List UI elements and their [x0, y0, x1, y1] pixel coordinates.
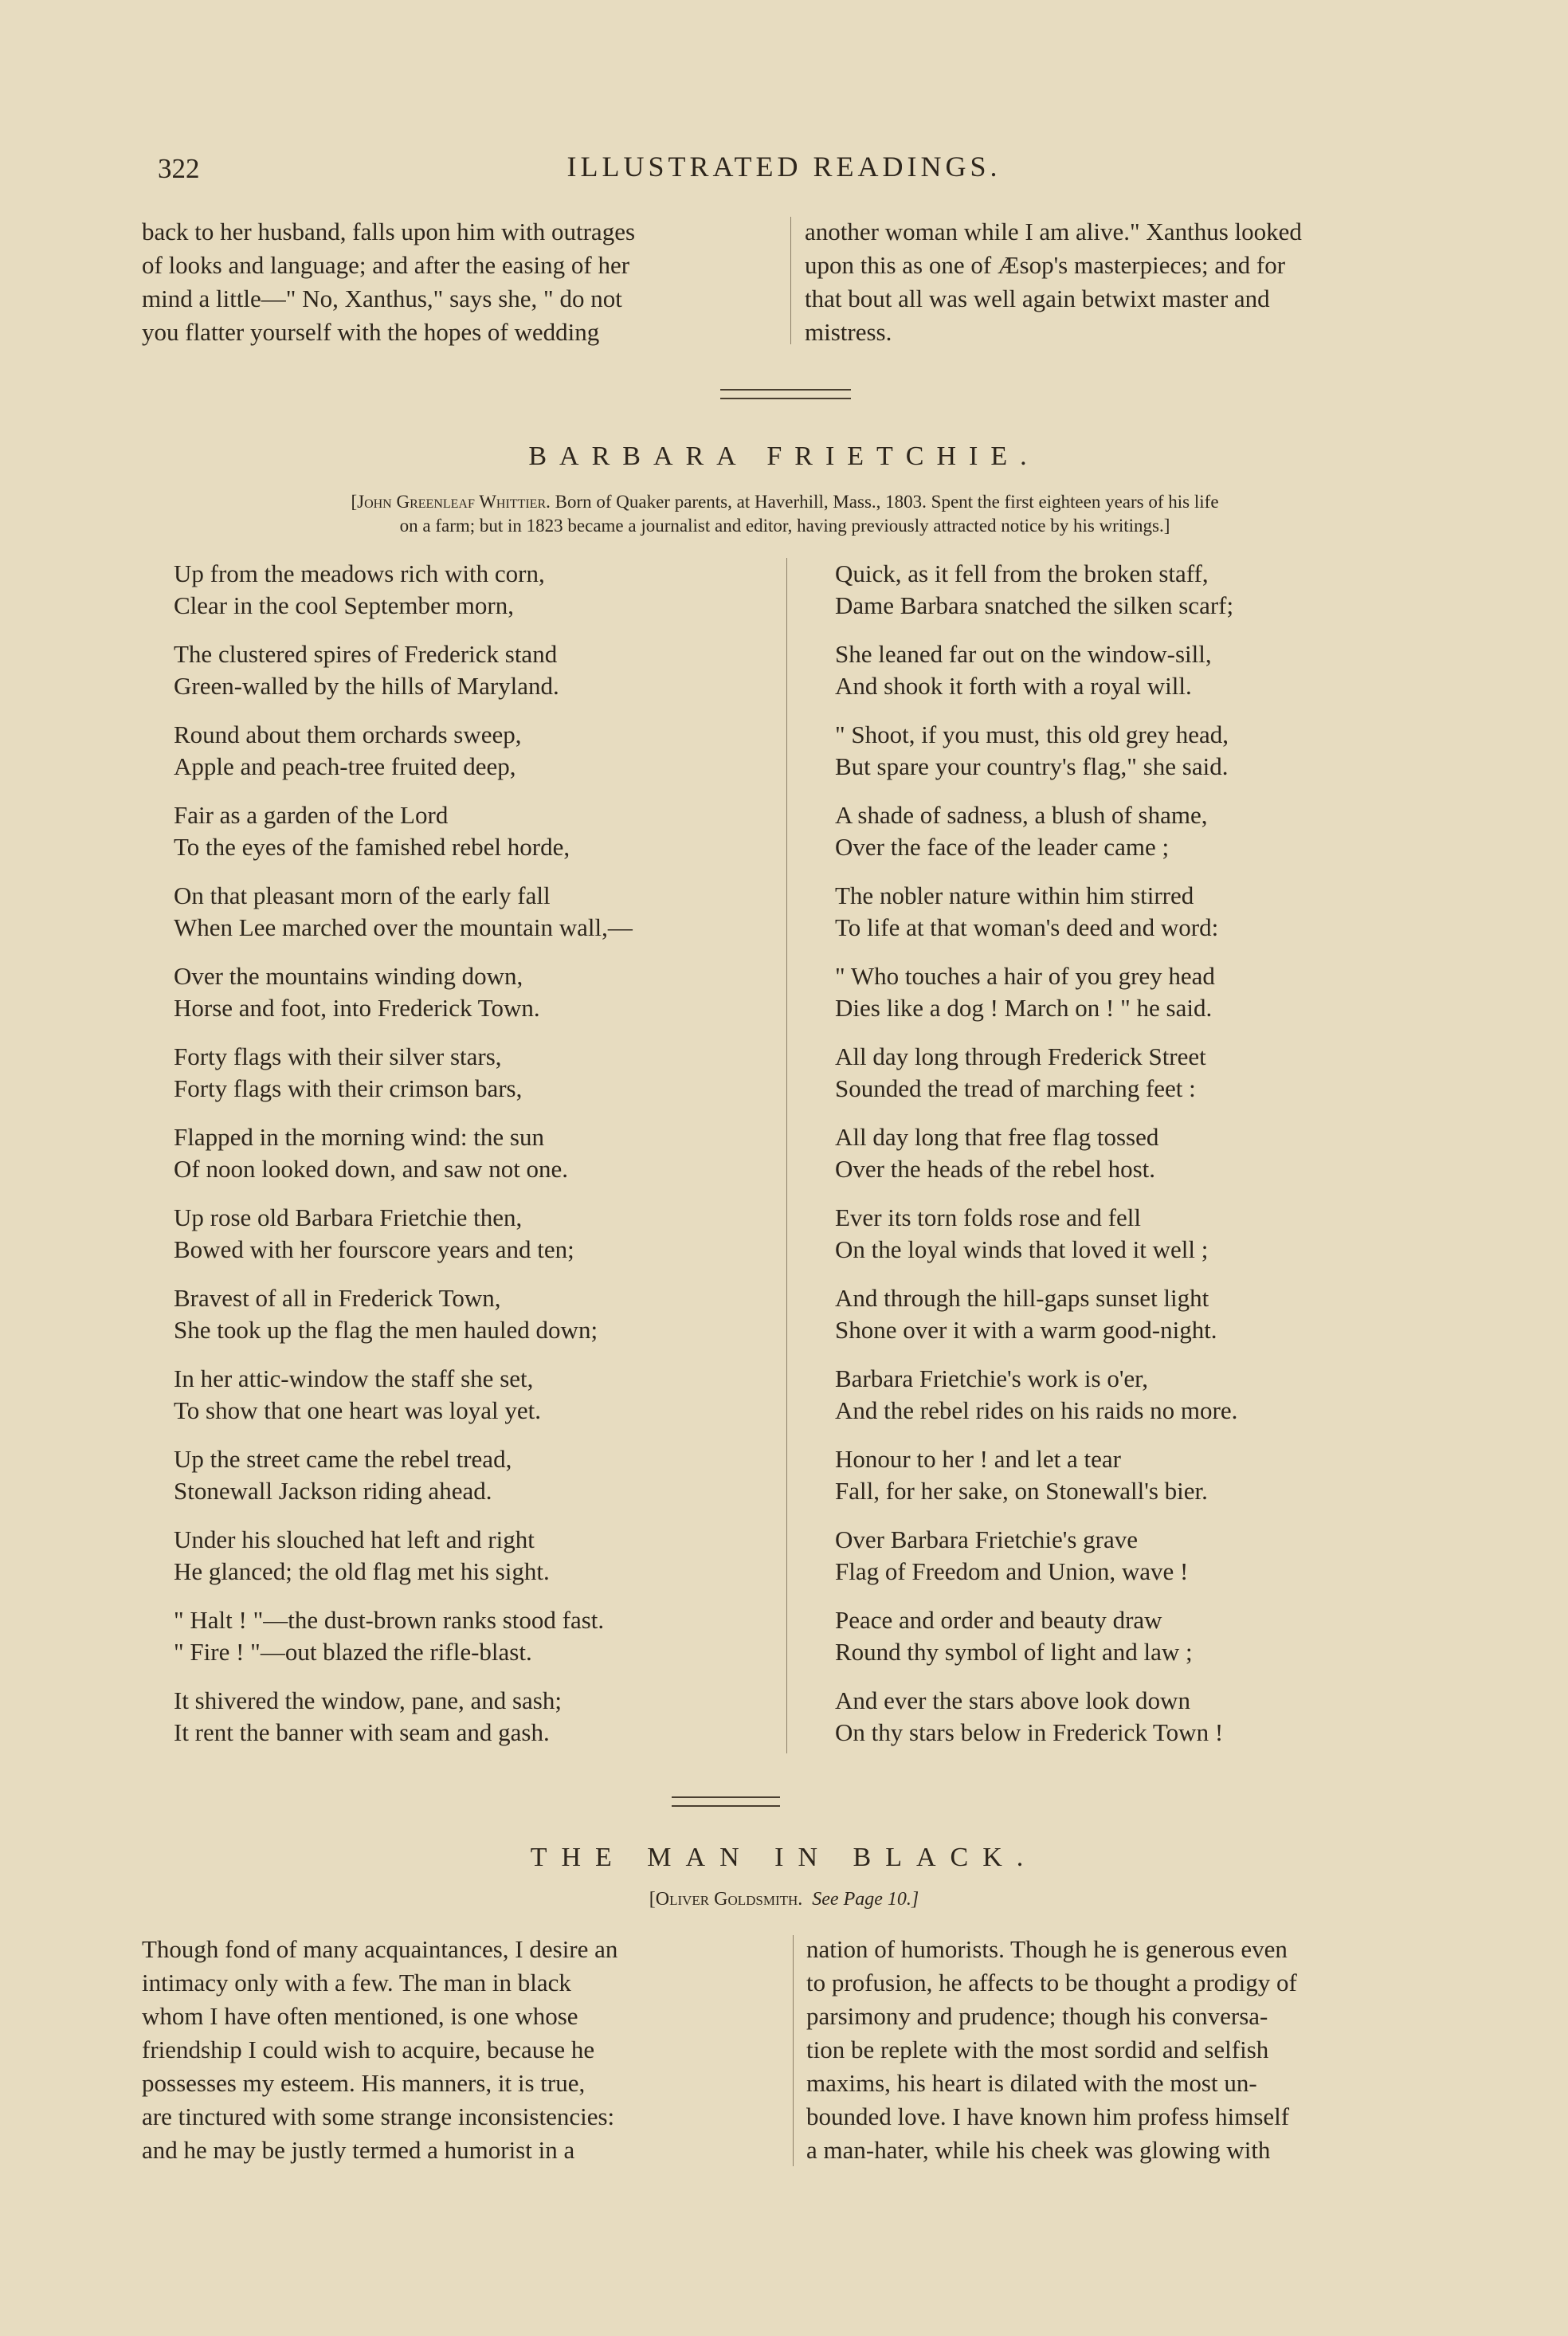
- verse-line: Ever its torn folds rose and fell: [835, 1203, 1141, 1231]
- verse-line: Clear in the cool September morn,: [174, 591, 514, 619]
- text-line: nation of humorists. Though he is generous even: [806, 1935, 1288, 1963]
- stanza: [835, 1282, 1441, 1346]
- poem-left-column: [174, 558, 779, 1765]
- column-rule: [793, 1935, 794, 2166]
- verse-line: Dies like a dog ! March on ! " he said.: [835, 994, 1213, 1022]
- text-line: that bout all was well again betwixt master and: [805, 285, 1270, 312]
- verse-line: " Who touches a hair of you grey head: [835, 962, 1215, 990]
- stanza: [174, 1041, 779, 1105]
- verse-line: In her attic-window the staff she set,: [174, 1364, 534, 1392]
- verse-line: Over the heads of the rebel host.: [835, 1155, 1156, 1183]
- verse-line: It shivered the window, pane, and sash;: [174, 1686, 562, 1714]
- essay-title: THE MAN IN BLACK.: [530, 1843, 1038, 1872]
- text-line: mistress.: [805, 318, 892, 346]
- author-note-text: Born of Quaker parents, at Haverhill, Mass., 1803. Spent the first eighteen years of his life: [555, 492, 1219, 512]
- verse-line: The clustered spires of Frederick stand: [174, 640, 558, 668]
- verse-line: " Fire ! "—out blazed the rifle-blast.: [174, 1638, 532, 1666]
- stanza: [174, 880, 779, 944]
- stanza: [174, 638, 779, 702]
- text-line: and he may be justly termed a humorist in a: [142, 2136, 575, 2164]
- verse-line: Dame Barbara snatched the silken scarf;: [835, 591, 1234, 619]
- verse-line: It rent the banner with seam and gash.: [174, 1718, 550, 1746]
- verse-line: Quick, as it fell from the broken staff,: [835, 559, 1209, 587]
- verse-line: Horse and foot, into Frederick Town.: [174, 994, 540, 1022]
- author-note-text: on a farm; but in 1823 became a journalist and editor, having previously attracted notice by his writings.]: [399, 516, 1170, 536]
- source-author: Oliver Goldsmith.: [655, 1889, 803, 1910]
- stanza: [174, 799, 779, 863]
- stanza: [835, 638, 1441, 702]
- source-ref: See Page 10.]: [812, 1889, 919, 1910]
- text-line: mind a little—" No, Xanthus," says she, " do not: [142, 285, 622, 312]
- verse-line: Flag of Freedom and Union, wave !: [835, 1557, 1189, 1585]
- verse-line: A shade of sadness, a blush of shame,: [835, 801, 1208, 829]
- verse-line: Bowed with her fourscore years and ten;: [174, 1235, 574, 1263]
- column-rule: [790, 217, 791, 344]
- text-line: friendship I could wish to acquire, because he: [142, 2036, 595, 2063]
- verse-line: And through the hill-gaps sunset light: [835, 1284, 1209, 1312]
- verse-line: She took up the flag the men hauled down;: [174, 1316, 598, 1344]
- stanza: [835, 1121, 1441, 1185]
- verse-line: " Halt ! "—the dust-brown ranks stood fast.: [174, 1606, 605, 1634]
- verse-line: Over the face of the leader came ;: [835, 833, 1170, 861]
- verse-line: On the loyal winds that loved it well ;: [835, 1235, 1209, 1263]
- verse-line: Up rose old Barbara Frietchie then,: [174, 1203, 523, 1231]
- verse-line: To life at that woman's deed and word:: [835, 913, 1219, 941]
- verse-line: Fair as a garden of the Lord: [174, 801, 449, 829]
- verse-line: All day long that free flag tossed: [835, 1123, 1159, 1151]
- essay-right-column: [806, 1933, 1444, 2167]
- page-number: 322: [158, 153, 200, 184]
- verse-line: And ever the stars above look down: [835, 1686, 1190, 1714]
- stanza: [835, 1685, 1441, 1749]
- stanza: [174, 1282, 779, 1346]
- stanza: [174, 1443, 779, 1507]
- column-rule: [786, 558, 787, 1753]
- verse-line: Forty flags with their crimson bars,: [174, 1074, 523, 1102]
- verse-line: And the rebel rides on his raids no more.: [835, 1396, 1238, 1424]
- verse-line: Peace and order and beauty draw: [835, 1606, 1162, 1634]
- stanza: [835, 880, 1441, 944]
- section-divider: [672, 1796, 780, 1807]
- stanza: [174, 1524, 779, 1588]
- verse-line: Flapped in the morning wind: the sun: [174, 1123, 544, 1151]
- stanza: [835, 558, 1441, 622]
- stanza: [174, 960, 779, 1024]
- text-line: possesses my esteem. His manners, it is true,: [142, 2069, 586, 2097]
- essay-source: [Oliver Goldsmith. See Page 10.]: [649, 1889, 919, 1910]
- essay-left-column: [142, 1933, 775, 2167]
- verse-line: Honour to her ! and let a tear: [835, 1445, 1121, 1473]
- verse-line: The nobler nature within him stirred: [835, 881, 1194, 909]
- stanza: [835, 1443, 1441, 1507]
- verse-line: All day long through Frederick Street: [835, 1042, 1206, 1070]
- verse-line: On thy stars below in Frederick Town !: [835, 1718, 1224, 1746]
- verse-line: But spare your country's flag," she said.: [835, 752, 1229, 780]
- verse-line: Shone over it with a warm good-night.: [835, 1316, 1217, 1344]
- text-line: Though fond of many acquaintances, I desire an: [142, 1935, 618, 1963]
- verse-line: To the eyes of the famished rebel horde,: [174, 833, 570, 861]
- stanza: [835, 719, 1441, 783]
- verse-line: And shook it forth with a royal will.: [835, 672, 1192, 700]
- stanza: [835, 1202, 1441, 1266]
- verse-line: Round about them orchards sweep,: [174, 720, 522, 748]
- verse-line: Forty flags with their silver stars,: [174, 1042, 502, 1070]
- verse-line: Over the mountains winding down,: [174, 962, 523, 990]
- stanza: [835, 799, 1441, 863]
- stanza: [174, 1685, 779, 1749]
- poem-title: BARBARA FRIETCHIE.: [528, 442, 1040, 471]
- verse-line: He glanced; the old flag met his sight.: [174, 1557, 550, 1585]
- verse-line: Apple and peach-tree fruited deep,: [174, 752, 516, 780]
- text-line: tion be replete with the most sordid and selfish: [806, 2036, 1269, 2063]
- verse-line: Up from the meadows rich with corn,: [174, 559, 545, 587]
- verse-line: When Lee marched over the mountain wall,—: [174, 913, 633, 941]
- text-line: intimacy only with a few. The man in black: [142, 1969, 571, 1996]
- intro-left-column: [142, 215, 775, 349]
- verse-line: Under his slouched hat left and right: [174, 1525, 535, 1553]
- verse-line: Sounded the tread of marching feet :: [835, 1074, 1196, 1102]
- section-divider: [720, 389, 851, 399]
- stanza: [835, 1604, 1441, 1668]
- text-line: back to her husband, falls upon him with outrages: [142, 218, 636, 245]
- poem-right-column: [835, 558, 1441, 1765]
- verse-line: Over Barbara Frietchie's grave: [835, 1525, 1138, 1553]
- verse-line: Up the street came the rebel tread,: [174, 1445, 512, 1473]
- stanza: [835, 960, 1441, 1024]
- text-line: another woman while I am alive." Xanthus looked: [805, 218, 1302, 245]
- text-line: of looks and language; and after the easing of her: [142, 251, 630, 279]
- running-head: ILLUSTRATED READINGS.: [566, 151, 1002, 183]
- verse-line: Round thy symbol of light and law ;: [835, 1638, 1193, 1666]
- verse-line: Fall, for her sake, on Stonewall's bier.: [835, 1477, 1208, 1505]
- stanza: [835, 1041, 1441, 1105]
- stanza: [835, 1524, 1441, 1588]
- stanza: [174, 1121, 779, 1185]
- verse-line: Green-walled by the hills of Maryland.: [174, 672, 559, 700]
- stanza: [174, 1604, 779, 1668]
- text-line: a man-hater, while his cheek was glowing with: [806, 2136, 1271, 2164]
- text-line: maxims, his heart is dilated with the most un-: [806, 2069, 1257, 2097]
- stanza: [835, 1363, 1441, 1427]
- verse-line: She leaned far out on the window-sill,: [835, 640, 1212, 668]
- text-line: upon this as one of Æsop's masterpieces; and for: [805, 251, 1286, 279]
- stanza: [174, 719, 779, 783]
- author-name: John Greenleaf Whittier.: [357, 492, 551, 512]
- text-line: are tinctured with some strange inconsistencies:: [142, 2102, 615, 2130]
- verse-line: Bravest of all in Frederick Town,: [174, 1284, 501, 1312]
- verse-line: On that pleasant morn of the early fall: [174, 881, 551, 909]
- verse-line: Barbara Frietchie's work is o'er,: [835, 1364, 1148, 1392]
- text-line: parsimony and prudence; though his conversa-: [806, 2002, 1268, 2030]
- text-line: to profusion, he affects to be thought a prodigy of: [806, 1969, 1297, 1996]
- verse-line: Of noon looked down, and saw not one.: [174, 1155, 569, 1183]
- text-line: whom I have often mentioned, is one whose: [142, 2002, 578, 2030]
- verse-line: Stonewall Jackson riding ahead.: [174, 1477, 492, 1505]
- text-line: you flatter yourself with the hopes of wedding: [142, 318, 600, 346]
- stanza: [174, 1363, 779, 1427]
- stanza: [174, 558, 779, 622]
- verse-line: " Shoot, if you must, this old grey head,: [835, 720, 1229, 748]
- author-note: [John Greenleaf Whittier. Born of Quaker parents, at Haverhill, Mass., 1803. Spent the first eighteen years of his life on a farm; but in 1823 became a journalist and editor, having previously attracted notice by his writings.]: [135, 490, 1434, 538]
- intro-right-column: [805, 215, 1442, 349]
- stanza: [174, 1202, 779, 1266]
- text-line: bounded love. I have known him profess himself: [806, 2102, 1290, 2130]
- verse-line: To show that one heart was loyal yet.: [174, 1396, 541, 1424]
- page-header: [0, 150, 1568, 198]
